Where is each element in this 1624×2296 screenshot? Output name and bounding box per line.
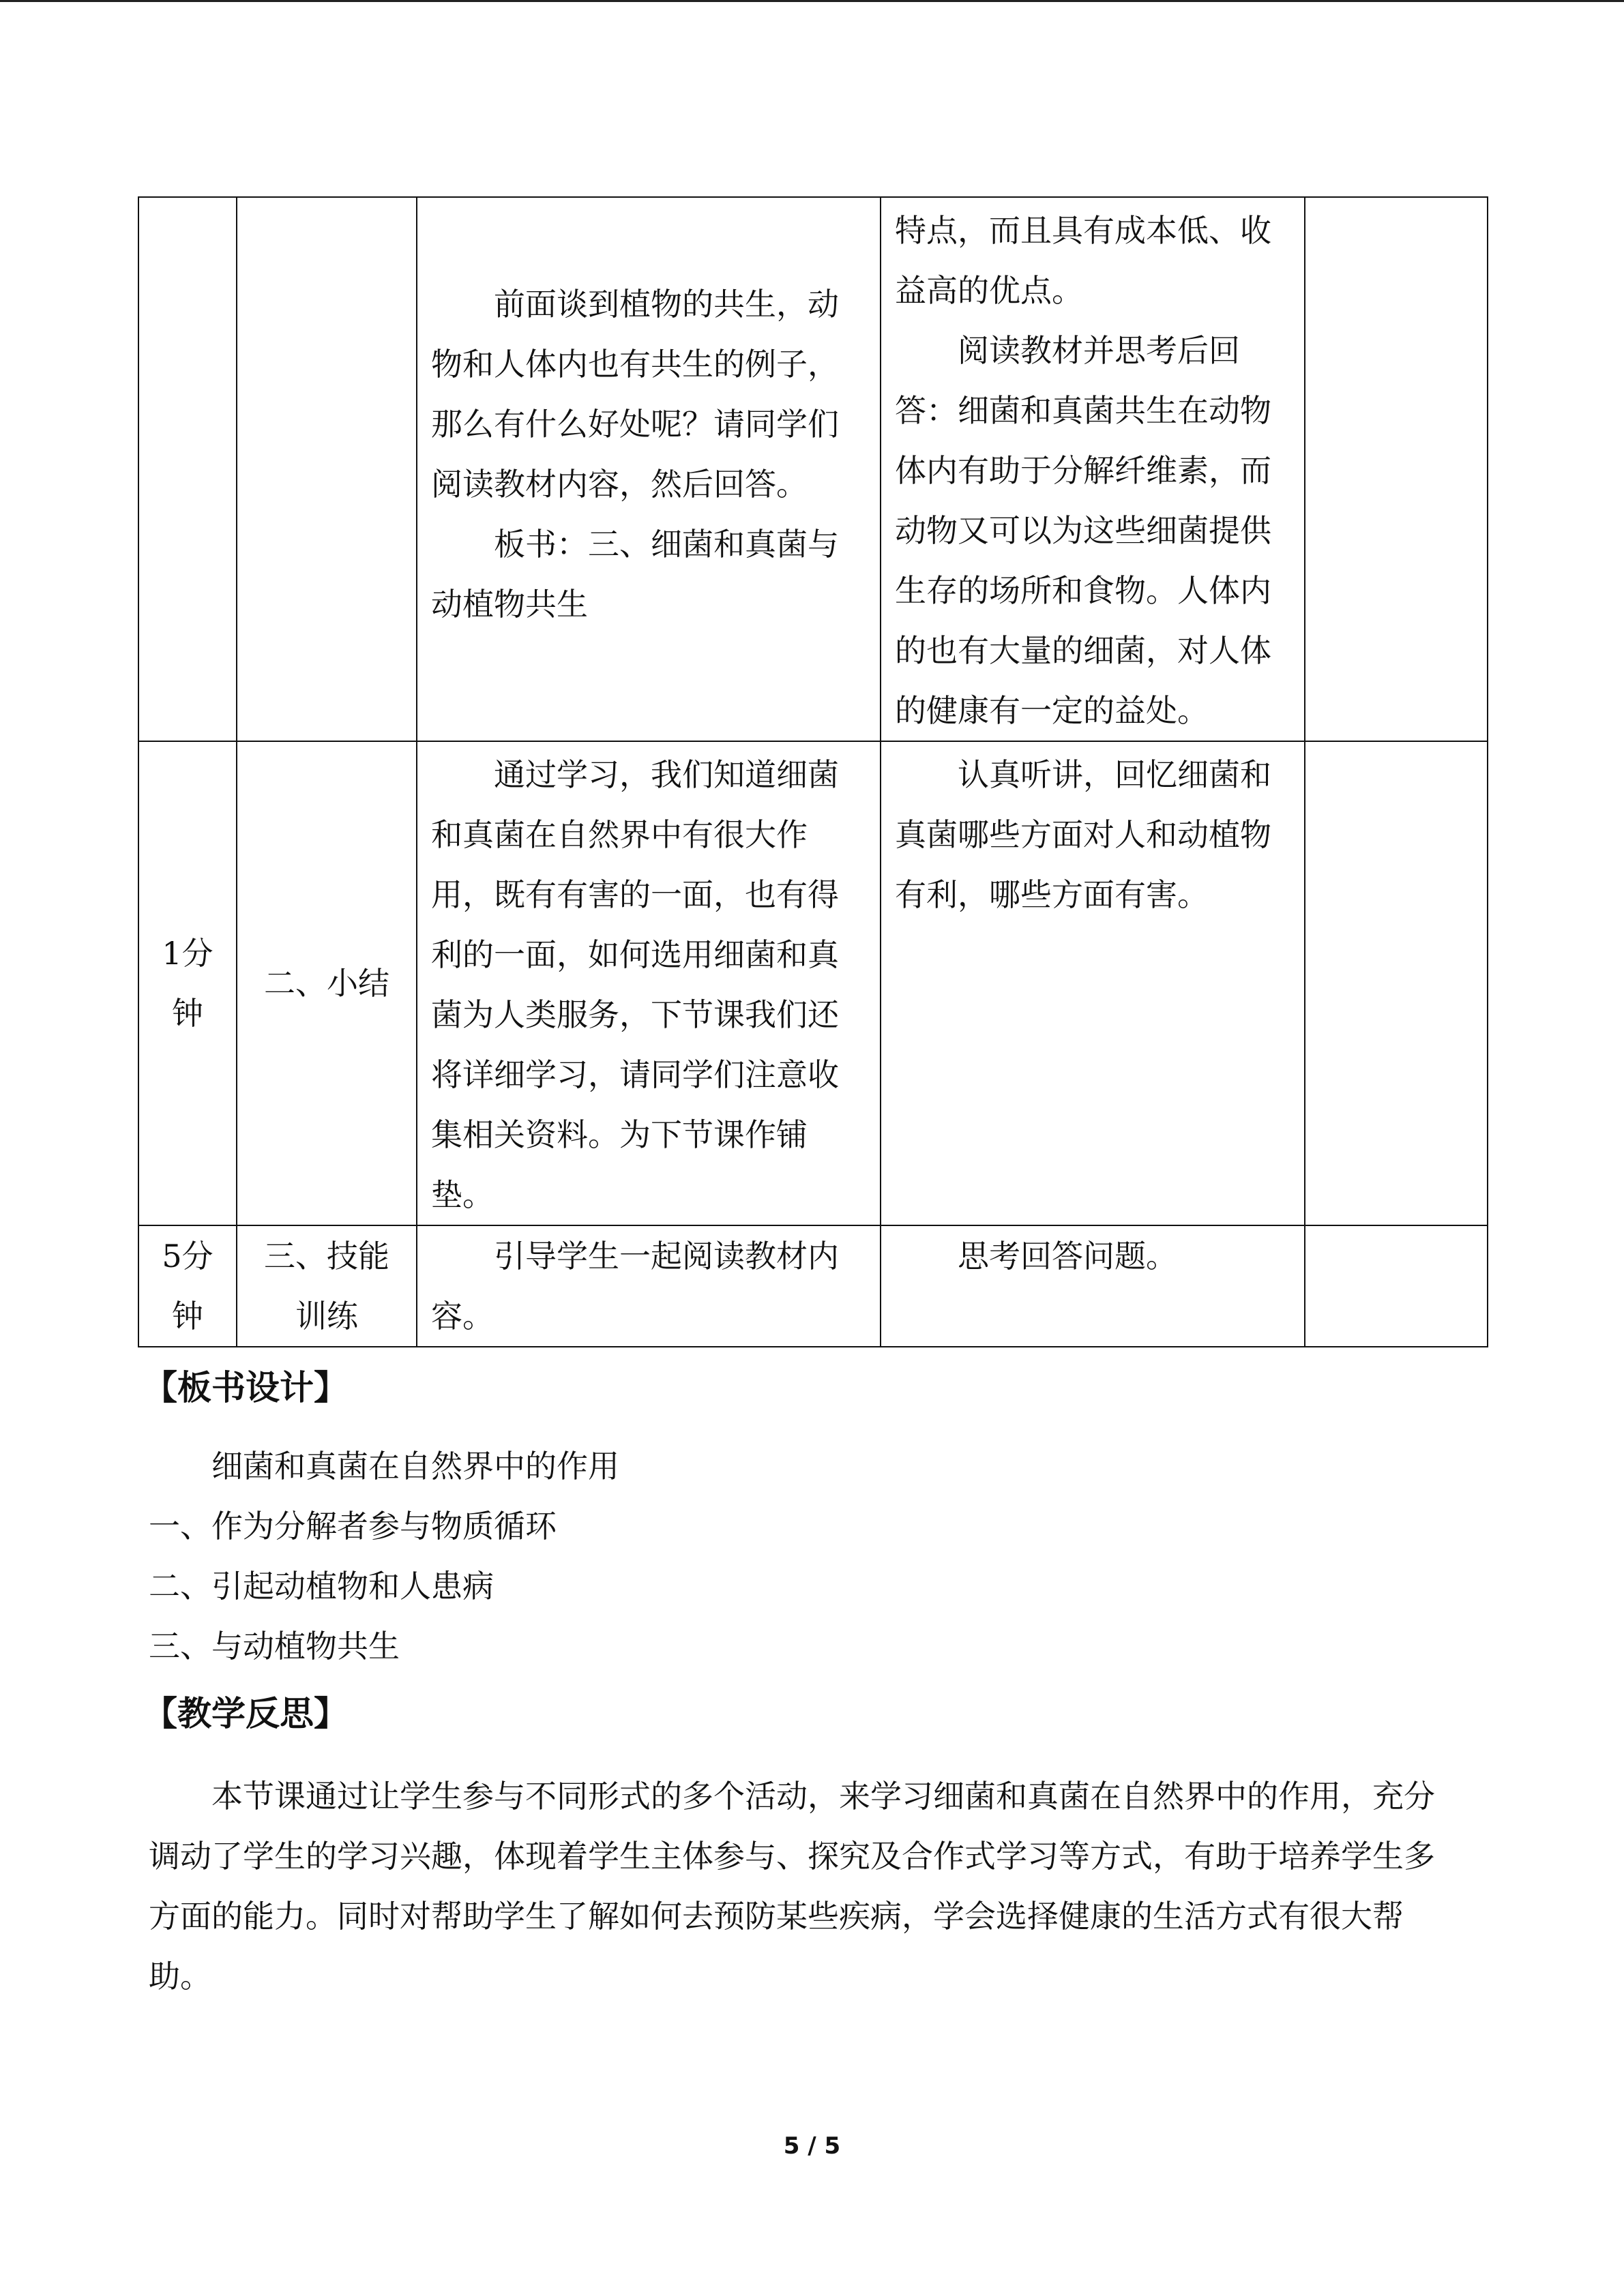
teacher-paragraph: 引导学生一起阅读教材内容。 — [431, 1238, 839, 1335]
board-design-item: 一、作为分解者参与物质循环 — [149, 1508, 557, 1545]
table-row — [138, 741, 1488, 1225]
stage-cell: 三、技能训练 — [237, 1225, 417, 1347]
reflection-heading: 【教学反思】 — [143, 1694, 348, 1733]
student-activity-cell — [881, 1225, 1305, 1347]
student-paragraph: 阅读教材并思考后回答：细菌和真菌共生在动物体内有助于分解纤维素，而动物又可以为这些细菌提供生存的场所和食物。人体内的也有大量的细菌，对人体的健康有一定的益处。 — [895, 332, 1271, 729]
board-design-item: 三、与动植物共生 — [149, 1628, 400, 1665]
note-cell — [1305, 197, 1488, 741]
board-design-item: 二、引起动植物和人患病 — [149, 1568, 494, 1605]
note-cell — [1305, 1225, 1488, 1347]
lesson-plan-table — [138, 196, 1488, 1347]
teacher-activity-cell — [417, 741, 881, 1225]
time-cell: 5分钟 — [138, 1225, 237, 1347]
time-cell — [138, 197, 237, 741]
top-border-line — [0, 0, 1624, 2]
teacher-paragraph: 板书：三、细菌和真菌与动植物共生 — [431, 526, 839, 623]
board-design-heading: 【板书设计】 — [143, 1368, 348, 1407]
teacher-activity-cell — [417, 1225, 881, 1347]
time-cell: 1分钟 — [138, 741, 237, 1225]
teacher-paragraph: 通过学习，我们知道细菌和真菌在自然界中有很大作用，既有有害的一面，也有得利的一面，如何选用细菌和真菌为人类服务，下节课我们还将详细学习，请同学们注意收集相关资料。为下节课作铺垫。 — [431, 756, 839, 1213]
note-cell — [1305, 741, 1488, 1225]
stage-cell — [237, 197, 417, 741]
student-paragraph: 特点，而且具有成本低、收益高的优点。 — [895, 212, 1271, 309]
teacher-activity-cell — [417, 197, 881, 741]
student-activity-cell — [881, 197, 1305, 741]
board-design-title: 细菌和真菌在自然界中的作用 — [211, 1448, 619, 1485]
student-paragraph: 认真听讲，回忆细菌和真菌哪些方面对人和动植物有利，哪些方面有害。 — [895, 756, 1271, 913]
stage-cell: 二、小结 — [237, 741, 417, 1225]
student-activity-cell — [881, 741, 1305, 1225]
reflection-paragraph: 本节课通过让学生参与不同形式的多个活动，来学习细菌和真菌在自然界中的作用，充分调动了学生的学习兴趣，体现着学生主体参与、探究及合作式学习等方式，有助于培养学生多方面的能力。同时对帮助学生了解如何去预防某些疾病，学会选择健康的生活方式有很大帮助。 — [149, 1778, 1435, 1995]
teacher-paragraph: 前面谈到植物的共生，动物和人体内也有共生的例子，那么有什么好处呢？请同学们阅读教材内容，然后回答。 — [431, 286, 839, 503]
table-row — [138, 1225, 1488, 1347]
student-paragraph: 思考回答问题。 — [958, 1238, 1177, 1274]
page-number: 5 / 5 — [783, 2132, 841, 2160]
table-row — [138, 197, 1488, 741]
